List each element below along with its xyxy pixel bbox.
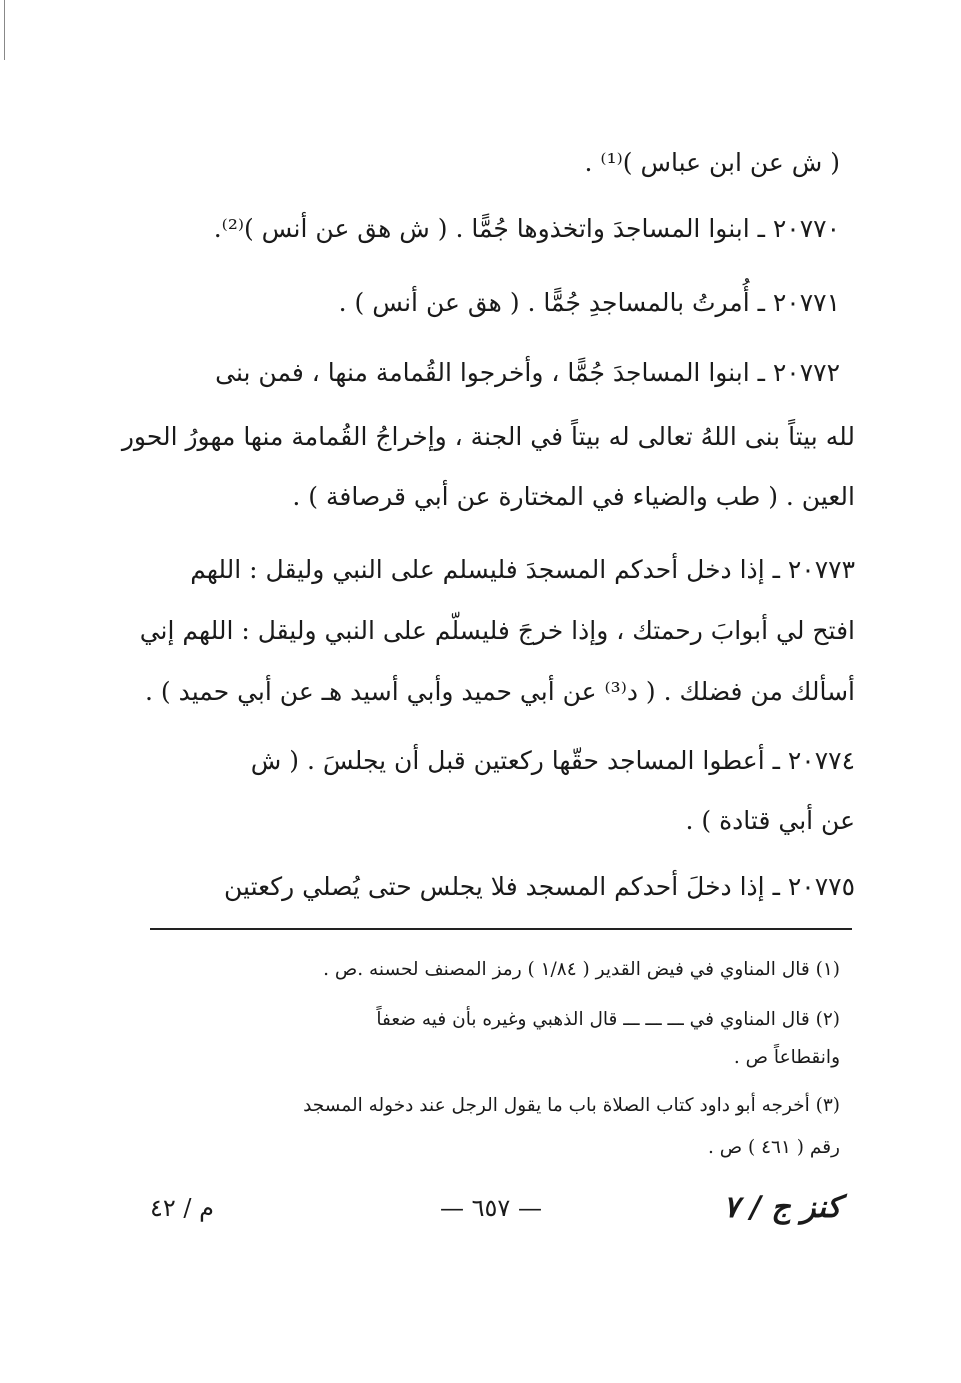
hadith-20771: ٢٠٧٧١ ـ أُمرتُ بالمساجدِ جُمًّا . ( هق عن أنس ) .: [338, 288, 840, 317]
page-footer: [0, 1190, 961, 1234]
text-line: العين . ( طب والضياء في المختارة عن أبي قرصافة ) .: [292, 482, 855, 511]
hadith-20770: ٢٠٧٧٠ ـ ابنوا المساجدَ واتخذوها جُمًّا . ( ش هق عن أنس )⁽²⁾.: [213, 214, 840, 243]
signature-mark: م / ٤٢: [150, 1194, 214, 1222]
footnote-3: (٣) أخرجه أبو داود كتاب الصلاة باب ما يقول الرجل عند دخوله المسجد: [303, 1095, 840, 1116]
footnote-divider: [150, 928, 852, 930]
page-number: — ٦٥٧ —: [440, 1194, 542, 1222]
footnote-1: (١) قال المناوي في فيض القدير ( ١/٨٤ ) رمز المصنف لحسنه .ص .: [323, 959, 840, 980]
footnote-3-cont: رقم ( ٤٦١ ) ص .: [708, 1137, 840, 1158]
volume-mark: كنز ج / ٧: [723, 1190, 841, 1225]
text-line: أسألك من فضلك . ( د⁽³⁾ عن أبي حميد وأبي أسيد هـ عن أبي حميد ) .: [144, 677, 855, 706]
text-line: افتح لي أبوابَ رحمتك ، وإذا خرجَ فليسلّم على النبي وليقل : اللهم إني: [139, 616, 855, 645]
hadith-20773: ٢٠٧٧٣ ـ إذا دخل أحدكم المسجدَ فليسلم على النبي وليقل : اللهم: [190, 555, 855, 584]
text-line: عن أبي قتادة ) .: [685, 806, 855, 835]
footnote-2: (٢) قال المناوي في ـــ ـــ ـــ قال الذهبي وغيره بأن فيه ضعفاً: [376, 1009, 840, 1030]
scan-edge-mark: [4, 0, 5, 60]
hadith-20774: ٢٠٧٧٤ ـ أعطوا المساجد حقّها ركعتين قبل أن يجلسَ . ( ش: [250, 746, 855, 775]
hadith-20775: ٢٠٧٧٥ ـ إذا دخلَ أحدكم المسجد فلا يجلس حتى يُصلي ركعتين: [224, 872, 855, 901]
text-line: ( ش عن ابن عباس )⁽¹⁾ .: [584, 148, 840, 177]
text-line: لله بيتاً بنى اللهُ تعالى له بيتاً في الجنة ، وإخراجُ القُمامة منها مهورُ الحور: [121, 422, 855, 451]
footnote-2-cont: وانقطاعاً ص .: [733, 1047, 840, 1068]
hadith-20772: ٢٠٧٧٢ ـ ابنوا المساجدَ جُمًّا ، وأخرجوا القُمامة منها ، فمن بنى: [215, 358, 840, 387]
